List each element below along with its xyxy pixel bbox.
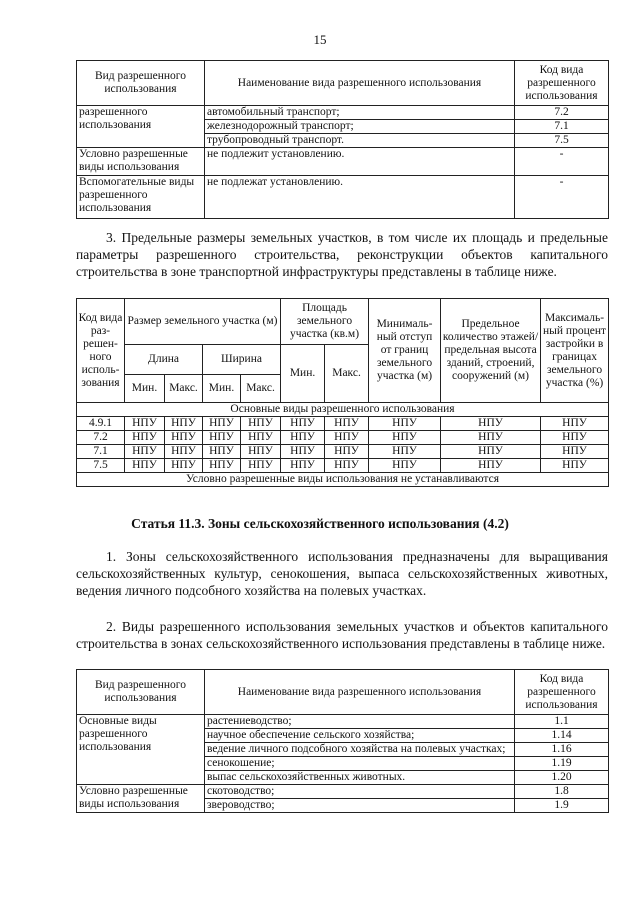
group-label: Условно разрешенные виды использования bbox=[77, 785, 205, 813]
header-area: Площадь земельного участка (кв.м) bbox=[281, 299, 369, 345]
cell: НПУ bbox=[241, 431, 281, 445]
use-name: не подлежит установлению. bbox=[205, 148, 515, 176]
cell: НПУ bbox=[203, 417, 241, 431]
use-name: автомобильный транспорт; bbox=[205, 106, 515, 120]
header-length-min: Мин. bbox=[125, 375, 165, 403]
cell: НПУ bbox=[441, 459, 541, 473]
cell: НПУ bbox=[241, 459, 281, 473]
paragraph-3: 3. Предельные размеры земельных участков, в том числе их площадь и предельные параметры разрешенного строительства, реконструкции объектов капитального строительства в зоне транспортной инфраструктуры представлены в таблице ниже. bbox=[76, 230, 608, 279]
paragraph-1: 1. Зоны сельскохозяйственного использования предназначены для выращивания сельскохозяйственных культур, сенокошения, выпаса сельскохозяйственных животных, ведения личного подсобного хозяйства на полевых участках. bbox=[76, 549, 608, 598]
table-row bbox=[77, 176, 609, 219]
cell: НПУ bbox=[441, 431, 541, 445]
cell: НПУ bbox=[203, 445, 241, 459]
use-code: - bbox=[515, 176, 609, 219]
cell: НПУ bbox=[325, 459, 369, 473]
cell: НПУ bbox=[325, 417, 369, 431]
header-length-max: Макс. bbox=[165, 375, 203, 403]
use-name: сенокошение; bbox=[205, 757, 515, 771]
cell: НПУ bbox=[203, 459, 241, 473]
row-code: 7.1 bbox=[77, 445, 125, 459]
header-floors: Предельное количество этажей/ предельная высота зданий, строений, сооружений (м) bbox=[441, 299, 541, 403]
limits-table bbox=[76, 298, 609, 487]
basic-uses-label: Основные виды разрешенного использования bbox=[77, 403, 609, 417]
cell: НПУ bbox=[281, 417, 325, 431]
table-row bbox=[77, 715, 609, 729]
cell: НПУ bbox=[125, 459, 165, 473]
cell: НПУ bbox=[241, 417, 281, 431]
use-name: научное обеспечение сельского хозяйства; bbox=[205, 729, 515, 743]
use-code: 7.2 bbox=[515, 106, 609, 120]
use-name: звероводство; bbox=[205, 799, 515, 813]
use-code: 7.1 bbox=[515, 120, 609, 134]
conditional-uses-label: Условно разрешенные виды использования не устанавливаются bbox=[77, 473, 609, 487]
table-row bbox=[77, 459, 609, 473]
use-code: 1.19 bbox=[515, 757, 609, 771]
use-code: 7.5 bbox=[515, 134, 609, 148]
cell: НПУ bbox=[369, 459, 441, 473]
use-code: 1.8 bbox=[515, 785, 609, 799]
use-name: не подлежат установлению. bbox=[205, 176, 515, 219]
use-name: ведение личного подсобного хозяйства на полевых участках; bbox=[205, 743, 515, 757]
cell: НПУ bbox=[325, 445, 369, 459]
header-length: Длина bbox=[125, 345, 203, 375]
header-use-name: Наименование вида разрешенного использования bbox=[205, 61, 515, 106]
cell: НПУ bbox=[203, 431, 241, 445]
cell: НПУ bbox=[369, 445, 441, 459]
use-code: 1.20 bbox=[515, 771, 609, 785]
table-row bbox=[77, 106, 609, 120]
table-row bbox=[77, 785, 609, 799]
uses-table-transport bbox=[76, 60, 609, 219]
group-label: Вспомогательные виды разрешенного использования bbox=[77, 176, 205, 219]
table-row bbox=[77, 403, 609, 417]
use-name: железнодорожный транспорт; bbox=[205, 120, 515, 134]
header-use-type: Вид разрешенного использования bbox=[77, 670, 205, 715]
use-code: 1.16 bbox=[515, 743, 609, 757]
cell: НПУ bbox=[281, 431, 325, 445]
cell: НПУ bbox=[541, 417, 609, 431]
table-header-row bbox=[77, 61, 609, 106]
table-row bbox=[77, 417, 609, 431]
header-percent: Максималь- ный процент застройки в границах земельного участка (%) bbox=[541, 299, 609, 403]
use-name: растениеводство; bbox=[205, 715, 515, 729]
row-code: 7.5 bbox=[77, 459, 125, 473]
group-label: разрешенного использования bbox=[77, 106, 205, 148]
cell: НПУ bbox=[125, 417, 165, 431]
use-name: трубопроводный транспорт. bbox=[205, 134, 515, 148]
header-use-name: Наименование вида разрешенного использования bbox=[205, 670, 515, 715]
table-row bbox=[77, 473, 609, 487]
row-code: 4.9.1 bbox=[77, 417, 125, 431]
use-name: скотоводство; bbox=[205, 785, 515, 799]
table-header-row bbox=[77, 670, 609, 715]
table-header-row bbox=[77, 299, 609, 345]
cell: НПУ bbox=[281, 445, 325, 459]
header-area-min: Мин. bbox=[281, 345, 325, 403]
header-width: Ширина bbox=[203, 345, 281, 375]
uses-table-agricultural bbox=[76, 669, 609, 813]
cell: НПУ bbox=[369, 431, 441, 445]
group-label: Условно разрешенные виды использования bbox=[77, 148, 205, 176]
cell: НПУ bbox=[241, 445, 281, 459]
use-code: 1.14 bbox=[515, 729, 609, 743]
cell: НПУ bbox=[125, 445, 165, 459]
cell: НПУ bbox=[369, 417, 441, 431]
use-code: 1.1 bbox=[515, 715, 609, 729]
table-row bbox=[77, 148, 609, 176]
header-indent: Минималь- ный отступ от границ земельного участка (м) bbox=[369, 299, 441, 403]
cell: НПУ bbox=[281, 459, 325, 473]
table-row bbox=[77, 431, 609, 445]
cell: НПУ bbox=[165, 417, 203, 431]
header-code: Код вида раз- решен- ного исполь- зования bbox=[77, 299, 125, 403]
page-number: 15 bbox=[313, 32, 327, 47]
header-width-min: Мин. bbox=[203, 375, 241, 403]
header-use-code: Код вида разрешенного использования bbox=[515, 670, 609, 715]
section-heading: Статья 11.3. Зоны сельскохозяйственного использования (4.2) bbox=[131, 516, 509, 531]
header-width-max: Макс. bbox=[241, 375, 281, 403]
cell: НПУ bbox=[165, 431, 203, 445]
group-label: Основные виды разрешенного использования bbox=[77, 715, 205, 785]
table-row bbox=[77, 445, 609, 459]
cell: НПУ bbox=[441, 417, 541, 431]
header-use-type: Вид разрешенного использования bbox=[77, 61, 205, 106]
cell: НПУ bbox=[441, 445, 541, 459]
cell: НПУ bbox=[165, 445, 203, 459]
cell: НПУ bbox=[165, 459, 203, 473]
header-size: Размер земельного участка (м) bbox=[125, 299, 281, 345]
header-use-code: Код вида разрешенного использования bbox=[515, 61, 609, 106]
use-code: 1.9 bbox=[515, 799, 609, 813]
cell: НПУ bbox=[541, 431, 609, 445]
use-code: - bbox=[515, 148, 609, 176]
header-area-max: Макс. bbox=[325, 345, 369, 403]
paragraph-2: 2. Виды разрешенного использования земельных участков и объектов капитального строительства в зонах сельскохозяйственного использования представлены в таблице ниже. bbox=[76, 619, 608, 651]
cell: НПУ bbox=[325, 431, 369, 445]
cell: НПУ bbox=[541, 459, 609, 473]
use-name: выпас сельскохозяйственных животных. bbox=[205, 771, 515, 785]
row-code: 7.2 bbox=[77, 431, 125, 445]
cell: НПУ bbox=[541, 445, 609, 459]
cell: НПУ bbox=[125, 431, 165, 445]
